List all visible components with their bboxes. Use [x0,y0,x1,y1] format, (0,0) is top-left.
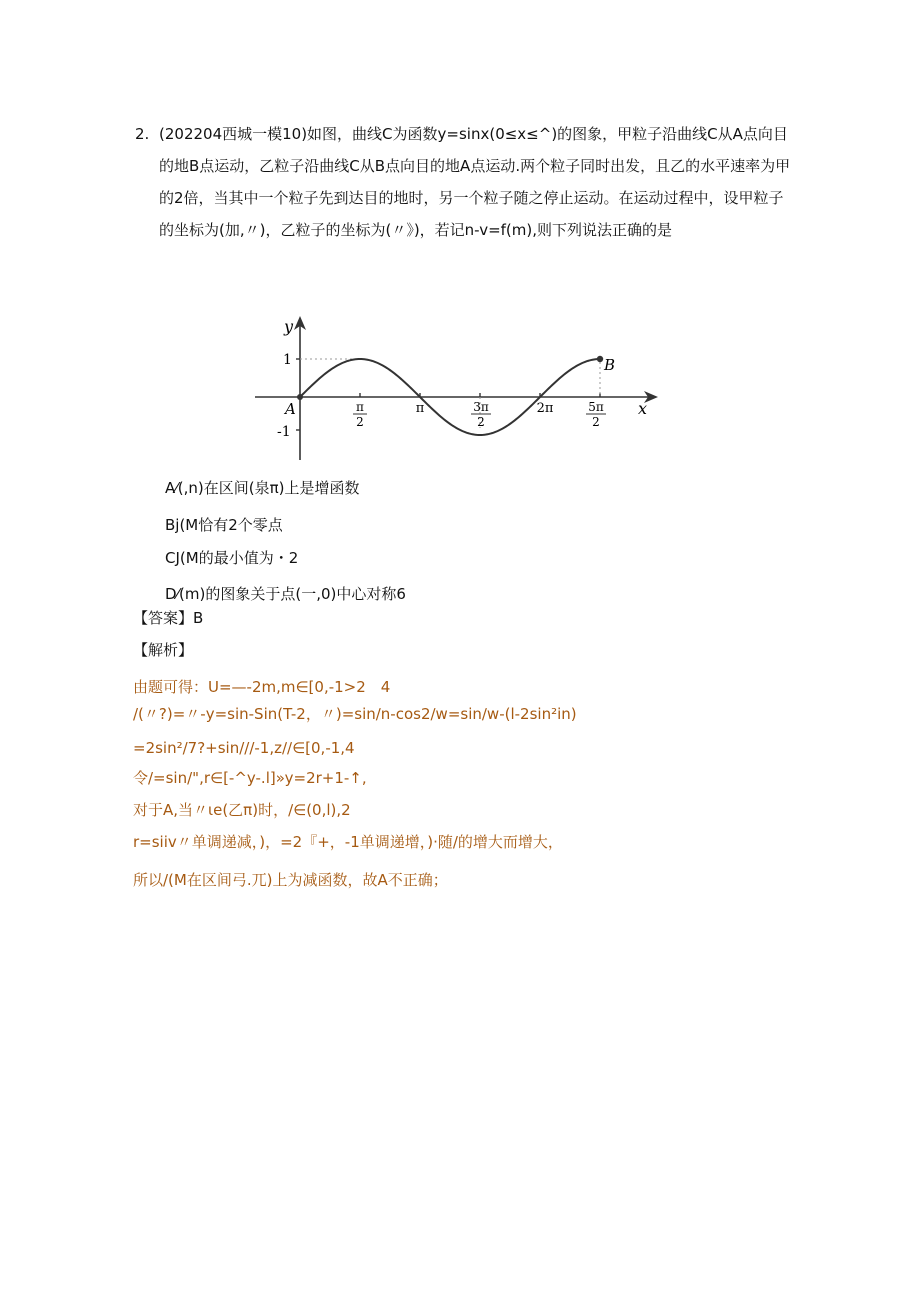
end-label: B [604,356,616,374]
tick-label-3pi-2-den: 2 [477,415,485,429]
solution-line-7: 所以/(M在区间弓.兀)上为减函数，故A不正确； [133,871,448,889]
y-tick-label-1: 1 [283,352,292,368]
option-d: D⁄(m)的图象关于点(一,0)中心对称6 [165,585,406,603]
tick-label-pi-2-den: 2 [356,415,364,429]
option-a: A⁄(,n)在区间(泉π)上是增函数 [165,479,360,497]
question-stem: (202204西城一模10)如图，曲线C为函数y=sinx(0≤x≤^)的图象，甲粒子沿曲线C从A点向目的地B点运动，乙粒子沿曲线C从B点向目的地A点运动.两个粒子同时出发，且乙的水平速率为甲的2倍，当其中一个粒子先到达目的地时，另一个粒子随之停止运动。在运动过程中，设甲粒子的坐标为(加,〃)，乙粒子的坐标为(〃》)，若记n-v=f(m),则下列说法正确的是 [159,125,791,239]
option-c: CJ(M的最小值为・2 [165,549,299,567]
origin-label: A [285,400,296,418]
tick-label-5pi-2-den: 2 [592,415,600,429]
tick-label-pi: π [415,401,425,416]
solution-line-3: =2sin²/7?+sin///-1,z∕∕∈[0,-1,4 [133,739,355,757]
y-axis-label: y [284,317,294,336]
y-tick-label-neg1: -1 [277,424,291,440]
solution-line-2: /(〃?)=〃-y=sin-Sin(T-2，〃)=sin∕n-cos2∕w=sin∕w-(l-2sin²in) [133,705,577,723]
solution-line-6: r=siiv〃单调递减，)，=2『+，-1单调递增，)·随/的增大而增大， [133,833,563,851]
solution-line-5: 对于A,当〃ιe(乙π)时，∕∈(0,l),2 [133,801,351,819]
point-b [597,356,603,362]
solution-line-1: 由题可得：U=—-2m,m∈[0,-1>2 4 [133,678,391,696]
tick-label-3pi-2-num: 3π [473,400,489,414]
x-axis-label: x [638,399,648,418]
tick-label-2pi: 2π [536,401,554,416]
solution-line-4: 令/=sin/",r∈[-^y-.l]»y=2r+1-↑, [133,769,367,787]
question-number: 2. [135,125,150,143]
tick-label-5pi-2-num: 5π [588,400,604,414]
tick-label-pi-2-num: π [356,400,364,414]
point-a [297,394,303,400]
option-b: Bj(M恰有2个零点 [165,516,283,534]
answer-line: 【答案】B [133,609,204,627]
analysis-header: 【解析】 [133,641,194,659]
sine-curve-figure [250,312,670,472]
question-2 [135,118,795,246]
